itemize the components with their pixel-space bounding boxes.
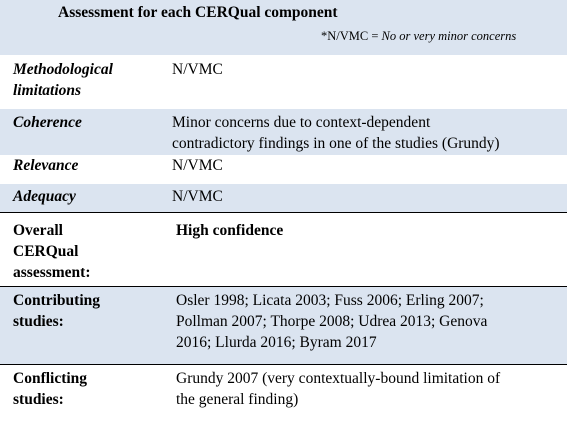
table-header [0,0,567,55]
label-line: Methodological [13,61,113,78]
row-coherence [0,109,567,155]
value-line: High confidence [176,222,284,239]
row-overall-assessment [0,212,567,286]
label-line: Overall [13,222,63,239]
value-line: 2016; Llurda 2016; Byram 2017 [176,334,377,351]
value-line: N/VMC [172,61,223,78]
row-value [176,368,556,410]
header-note [321,28,516,44]
value-line: the general finding) [176,391,299,408]
label-line: studies: [13,313,64,330]
value-line: Pollman 2007; Thorpe 2008; Udrea 2013; Genova [176,313,488,330]
row-value [176,290,556,353]
note-key: *N/VMC = [321,29,382,43]
row-value [172,59,552,80]
row-value [176,220,556,241]
row-value [172,186,552,207]
header-title: Assessment for each CERQual component [58,4,338,21]
label-line: Contributing [13,292,100,309]
row-label [13,155,78,176]
value-line: Minor concerns due to context-dependent [172,114,431,131]
row-methodological-limitations [0,55,567,109]
row-contributing-studies [0,286,567,364]
row-relevance [0,155,567,184]
row-label [13,186,76,207]
row-value [172,155,552,176]
note-definition: No or very minor concerns [381,29,517,43]
value-line: contradictory findings in one of the studies (Grundy) [172,135,500,152]
row-adequacy [0,184,567,212]
label-line: Conflicting [13,370,88,387]
row-label [13,290,100,332]
value-line: N/VMC [172,188,223,205]
value-line: N/VMC [172,157,223,174]
value-line: Osler 1998; Licata 2003; Fuss 2006; Erling 2007; [176,292,484,309]
row-label [13,112,82,133]
label-line: Coherence [13,114,82,131]
row-label [13,368,87,410]
label-line: assessment: [13,264,91,281]
label-line: limitations [13,82,82,99]
row-label [13,59,113,101]
label-line: CERQual [13,243,79,260]
label-line: Adequacy [13,188,76,205]
row-conflicting-studies [0,364,567,424]
label-line: Relevance [13,157,79,174]
row-label [13,220,91,283]
row-value [172,112,552,154]
value-line: Grundy 2007 (very contextually-bound limitation of [176,370,501,387]
label-line: studies: [13,391,64,408]
